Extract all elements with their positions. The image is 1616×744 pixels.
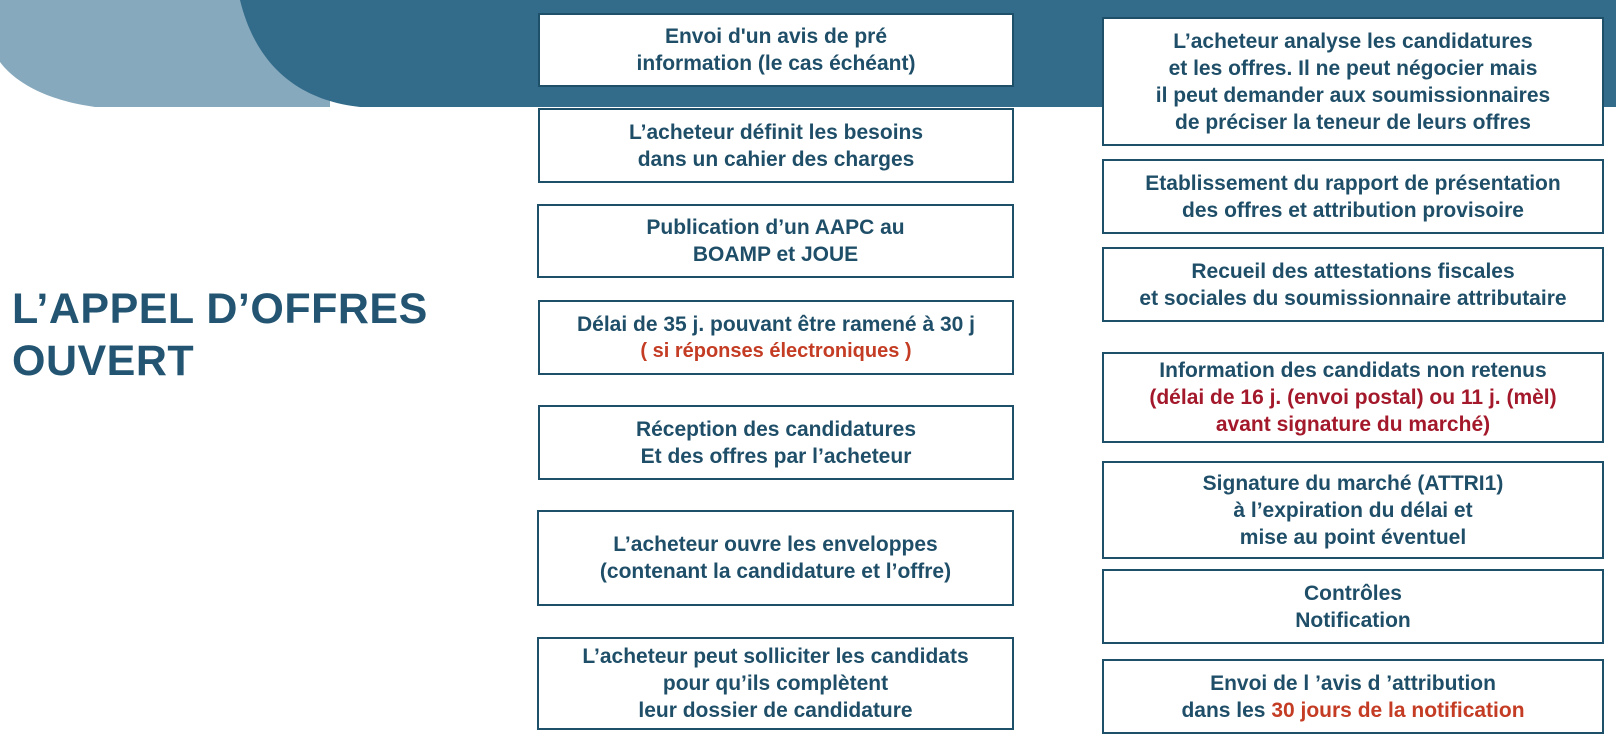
step-text: Et des offres par l’acheteur [640, 444, 912, 468]
step-text: Délai de 35 j. pouvant être ramené à 30 j [576, 312, 975, 336]
step-box-deadline [538, 300, 1014, 375]
step-text: des offres et attribution provisoire [1182, 198, 1524, 222]
step-text: de préciser la teneur de leurs offres [1175, 110, 1531, 134]
step-text: BOAMP et JOUE [692, 243, 859, 266]
step-text: et sociales du soumissionnaire attributaire [1139, 286, 1567, 310]
step-text-highlight: (délai de 16 j. (envoi postal) ou 11 j. (mèl) [1149, 386, 1557, 409]
step-text: Publication d’un AAPC au [646, 216, 905, 239]
step-text-mixed [1181, 697, 1524, 724]
step-box-reception [538, 405, 1014, 480]
step-text: (contenant la candidature et l’offre) [599, 560, 952, 583]
step-text: L’acheteur peut solliciter les candidats [582, 645, 969, 668]
step-text: Envoi de l ’avis d ’attribution [1210, 671, 1496, 695]
step-text: dans les [1181, 698, 1272, 722]
step-text: Réception des candidatures [635, 417, 917, 441]
step-text: Notification [1295, 608, 1411, 632]
page-title-line-2: OUVERT [12, 337, 195, 385]
step-box-unsuccessful-candidates [1102, 352, 1604, 443]
step-box-request-completion [537, 637, 1014, 730]
step-text: leur dossier de candidature [638, 699, 913, 722]
step-box-award-notice [1102, 659, 1604, 734]
step-text: à l’expiration du délai et [1233, 498, 1473, 522]
step-text: Contrôles [1303, 581, 1402, 605]
step-text-highlight: avant signature du marché) [1215, 413, 1491, 436]
step-box-certificates [1102, 247, 1604, 322]
step-text: Recueil des attestations fiscales [1191, 259, 1515, 283]
step-box-signature [1102, 461, 1604, 559]
step-text: Signature du marché (ATTRI1) [1202, 471, 1504, 495]
page-title-line-1: L’APPEL D’OFFRES [12, 285, 428, 333]
step-text: pour qu’ils complètent [662, 672, 889, 695]
step-text: mise au point éventuel [1239, 525, 1467, 549]
step-text: il peut demander aux soumissionnaires [1155, 83, 1551, 107]
step-box-publication [537, 204, 1014, 278]
step-text: Information des candidats non retenus [1159, 359, 1547, 382]
step-text: L’acheteur analyse les candidatures [1173, 29, 1533, 53]
step-box-controls-notification [1102, 569, 1604, 644]
step-text: information (le cas échéant) [636, 52, 916, 75]
step-text: dans un cahier des charges [637, 147, 915, 171]
step-box-report [1102, 159, 1604, 234]
step-text: Etablissement du rapport de présentation [1145, 171, 1561, 195]
step-text: Envoi d'un avis de pré [664, 25, 888, 48]
step-box-define-needs [538, 108, 1014, 183]
step-box-analysis [1102, 17, 1604, 146]
step-box-open-envelopes [537, 510, 1014, 606]
step-text: L’acheteur ouvre les enveloppes [613, 533, 938, 556]
step-text: L’acheteur définit les besoins [628, 120, 924, 144]
step-box-prior-information-notice [538, 13, 1014, 87]
step-text-highlight: 30 jours de la notification [1271, 698, 1525, 722]
step-text: et les offres. Il ne peut négocier mais [1168, 56, 1538, 80]
step-text-highlight: ( si réponses électroniques ) [640, 339, 912, 362]
page-title [12, 283, 428, 387]
